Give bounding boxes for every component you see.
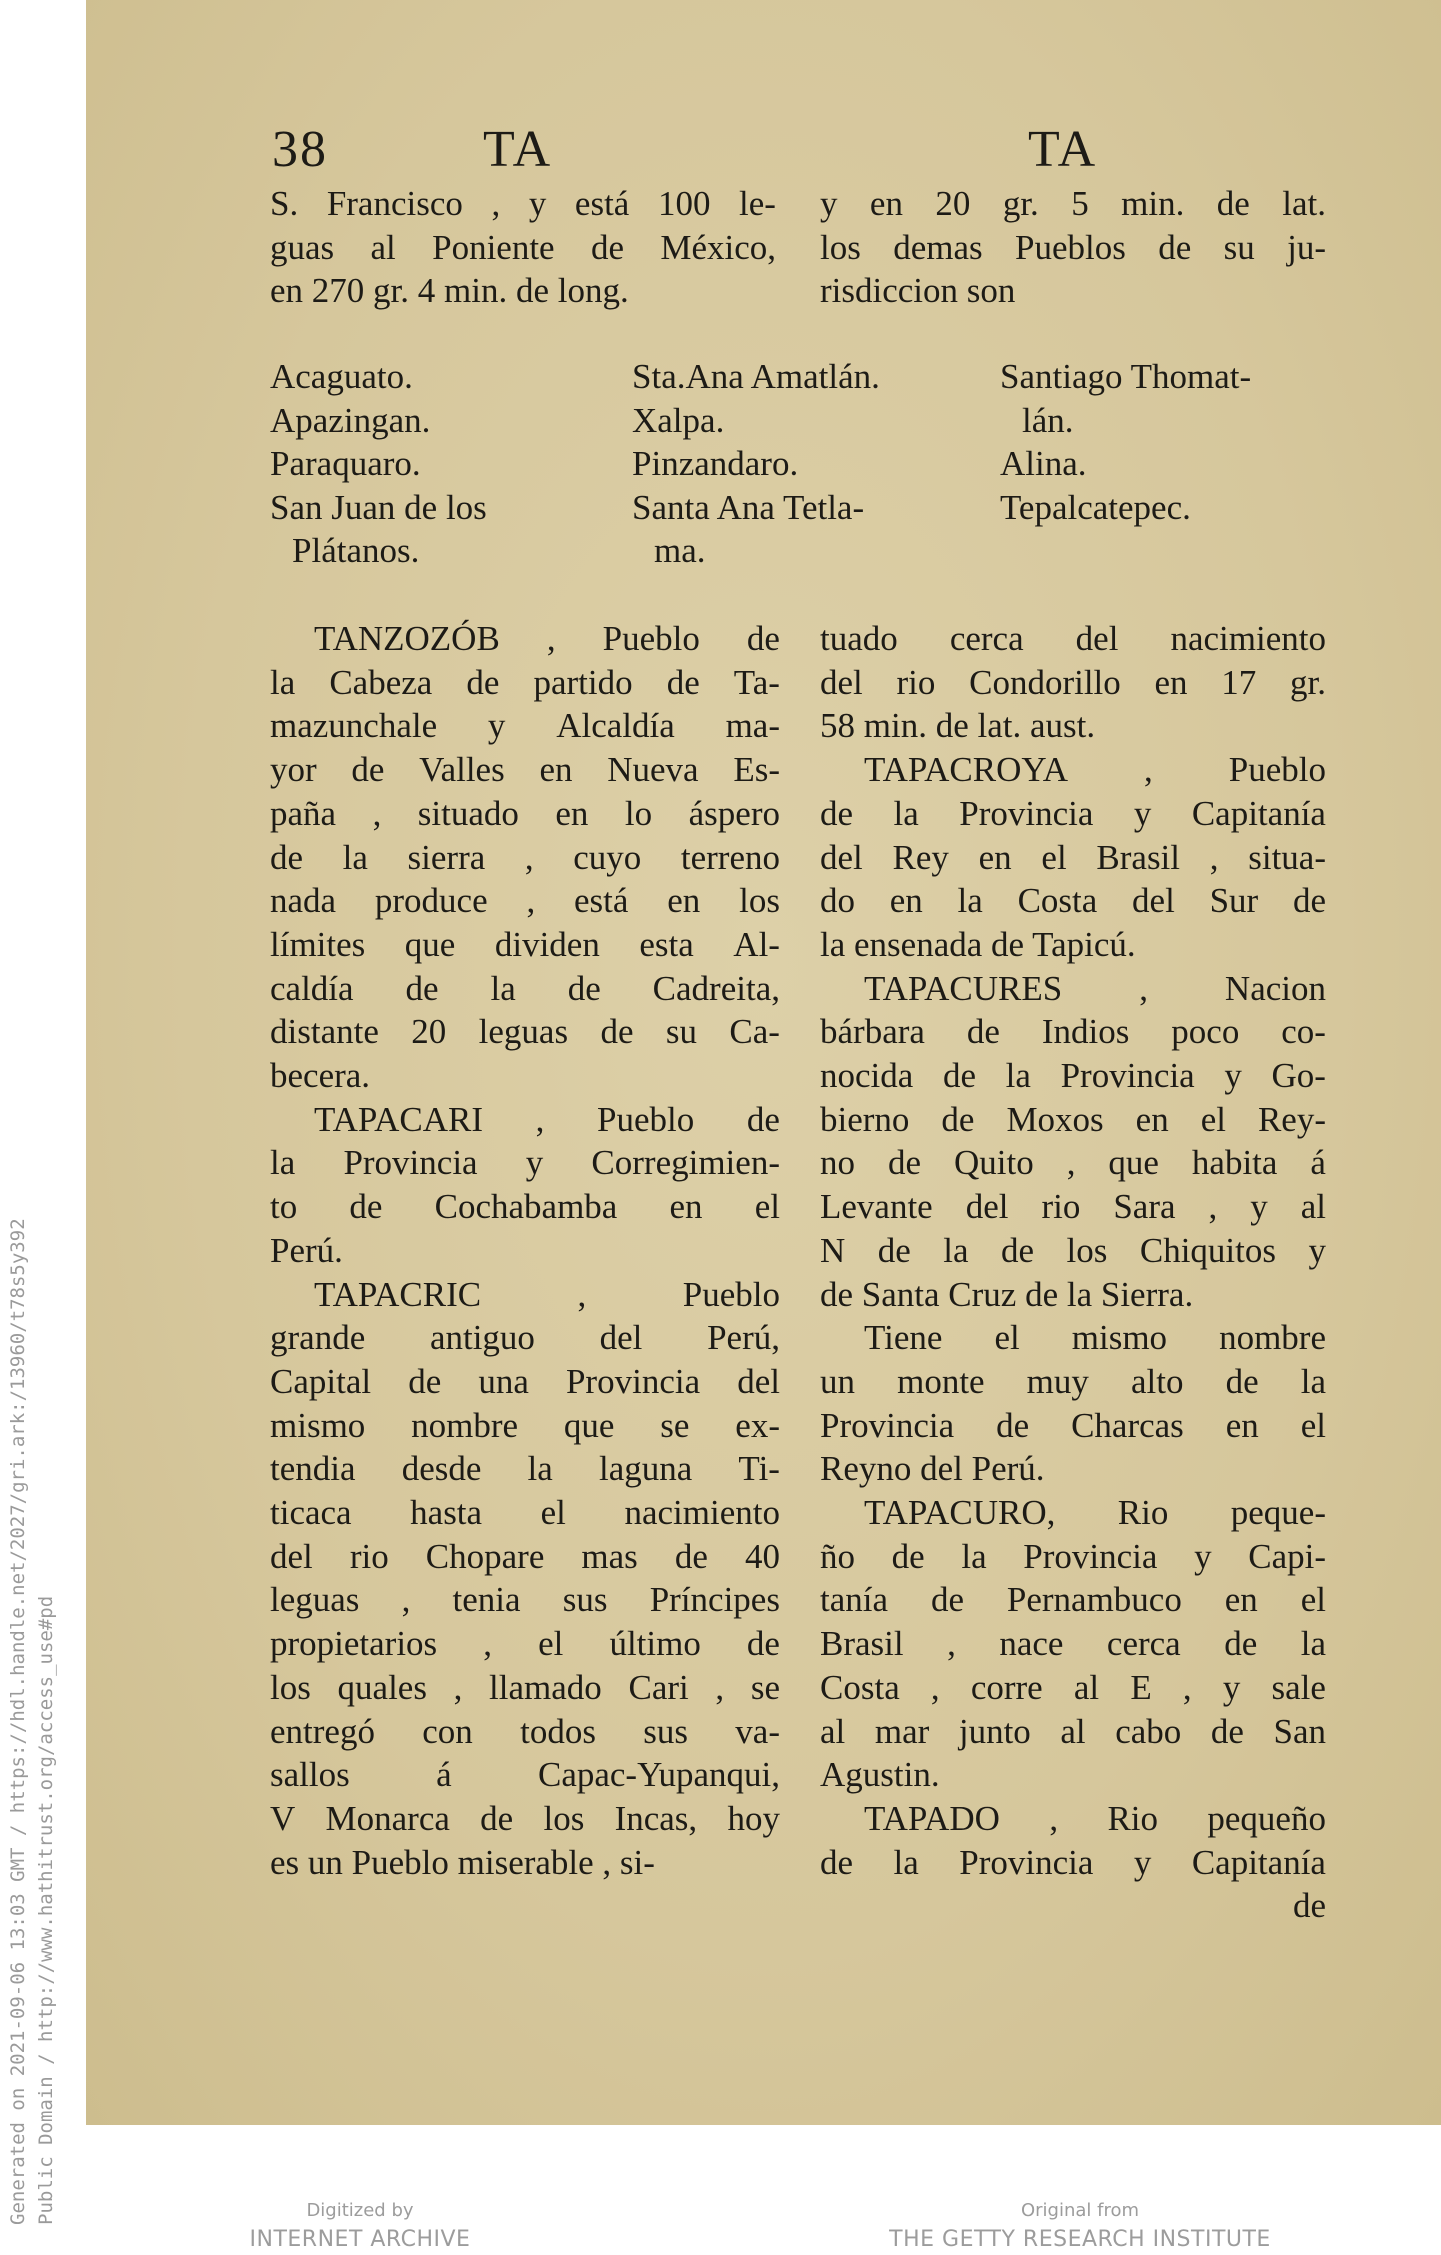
text-line: tanía de Pernambuco en el xyxy=(820,1580,1326,1620)
text-line: risdiccion son xyxy=(820,271,1016,310)
pueblos-list-col3 xyxy=(1000,355,1251,529)
text-line: los demas Pueblos de su ju- xyxy=(820,227,1326,267)
text-line: guas al Poniente de México, xyxy=(270,227,776,267)
text-line: Perú. xyxy=(270,1230,343,1270)
list-item: Acaguato. xyxy=(270,357,413,396)
text-line: tendia desde la laguna Ti- xyxy=(270,1449,780,1489)
list-item: Santa Ana Tetla- xyxy=(632,487,865,527)
running-head-left: TA xyxy=(483,121,553,178)
list-item: Santiago Thomat- xyxy=(1000,357,1252,396)
text-line: Capital de una Provincia del xyxy=(270,1361,780,1401)
text-line: de Santa Cruz de la Sierra. xyxy=(820,1274,1194,1314)
text-line: límites que dividen esta Al- xyxy=(270,924,780,964)
text-line: bierno de Moxos en el Rey- xyxy=(820,1099,1326,1139)
footer-original xyxy=(870,2200,1290,2252)
text-line: de la Provincia y Capitanía xyxy=(820,1842,1326,1882)
text-line: TAPACROYA , Pueblo xyxy=(864,750,1326,790)
right-text-column xyxy=(820,617,1326,1928)
text-line: propietarios , el último de xyxy=(270,1624,780,1664)
footer-digitized-source: INTERNET ARCHIVE xyxy=(249,2227,471,2252)
text-line: ticaca hasta el nacimiento xyxy=(270,1493,780,1533)
list-item: Tepalcatepec. xyxy=(1000,487,1191,527)
text-line: TAPACRIC , Pueblo xyxy=(314,1274,780,1314)
list-item: Pinzandaro. xyxy=(632,444,799,483)
list-item: Xalpa. xyxy=(632,400,725,440)
text-line: Provincia de Charcas en el xyxy=(820,1405,1326,1445)
text-line: del rio Chopare mas de 40 xyxy=(270,1536,780,1576)
text-line: al mar junto al cabo de San xyxy=(820,1711,1326,1751)
footer-original-label: Original from xyxy=(1020,2200,1140,2221)
text-line: paña , situado en lo áspero xyxy=(270,793,780,833)
list-item: Apazingan. xyxy=(270,400,431,440)
list-item: Sta.Ana Amatlán. xyxy=(632,357,880,396)
pueblos-list-col2 xyxy=(632,355,880,573)
text-line: distante 20 leguas de su Ca- xyxy=(270,1012,780,1052)
footer-digitized xyxy=(230,2200,490,2252)
text-line: do en la Costa del Sur de xyxy=(820,881,1326,921)
text-line: TAPACARI , Pueblo de xyxy=(314,1099,780,1139)
text-line: entregó con todos sus va- xyxy=(270,1711,780,1751)
list-item: lán. xyxy=(1022,400,1074,440)
text-line: 58 min. de lat. aust. xyxy=(820,706,1096,746)
text-line: becera. xyxy=(270,1056,371,1096)
footer-digitized-label: Digitized by xyxy=(306,2200,414,2221)
running-head-right: TA xyxy=(1028,121,1098,178)
text-line: Levante del rio Sara , y al xyxy=(820,1187,1326,1227)
footer-original-source: THE GETTY RESEARCH INSTITUTE xyxy=(889,2227,1271,2252)
stamp-line-2: Public Domain / http://www.hathitrust.org/access_use#pd xyxy=(35,1595,57,2225)
text-line: y en 20 gr. 5 min. de lat. xyxy=(820,184,1326,223)
text-line: en 270 gr. 4 min. de long. xyxy=(270,271,629,310)
list-item: ma. xyxy=(654,531,706,570)
text-line: yor de Valles en Nueva Es- xyxy=(270,750,780,790)
text-line: del Rey en el Brasil , situa- xyxy=(820,837,1326,877)
text-line: los quales , llamado Cari , se xyxy=(270,1667,780,1707)
list-item: Alina. xyxy=(1000,444,1087,483)
text-line: TAPACURES , Nacion xyxy=(864,968,1326,1008)
list-item: Paraquaro. xyxy=(270,444,421,483)
list-item: Plátanos. xyxy=(292,531,420,570)
text-line: N de la de los Chiquitos y xyxy=(820,1230,1326,1270)
text-line: S. Francisco , y está 100 le- xyxy=(270,184,776,223)
list-item: San Juan de los xyxy=(270,487,487,527)
text-line: TANZOZÓB , Pueblo de xyxy=(314,619,780,658)
text-line: de la Provincia y Capitanía xyxy=(820,793,1326,833)
text-line: Costa , corre al E , y sale xyxy=(820,1667,1326,1707)
text-line: leguas , tenia sus Príncipes xyxy=(270,1580,780,1620)
pueblos-list-col1 xyxy=(270,355,487,573)
text-line: to de Cochabamba en el xyxy=(270,1187,780,1227)
text-line: de la sierra , cuyo terreno xyxy=(270,837,780,877)
text-line: un monte muy alto de la xyxy=(820,1361,1326,1401)
text-line: la Cabeza de partido de Ta- xyxy=(270,662,780,702)
text-line: bárbara de Indios poco co- xyxy=(820,1012,1326,1052)
text-line: Brasil , nace cerca de la xyxy=(820,1624,1326,1664)
text-line: tuado cerca del nacimiento xyxy=(820,619,1326,658)
text-line: no de Quito , que habita á xyxy=(820,1143,1326,1183)
text-line: caldía de la de Cadreita, xyxy=(270,968,780,1008)
text-line: ño de la Provincia y Capi- xyxy=(820,1536,1326,1576)
text-line: TAPADO , Rio pequeño xyxy=(864,1798,1326,1838)
text-line: es un Pueblo miserable , si- xyxy=(270,1842,655,1882)
text-line: TAPACURO, Rio peque- xyxy=(864,1493,1326,1533)
continuation-left xyxy=(270,182,776,313)
text-line: la Provincia y Corregimien- xyxy=(270,1143,780,1183)
text-line: sallos á Capac-Yupanqui, xyxy=(270,1755,780,1795)
text-line: Tiene el mismo nombre xyxy=(864,1318,1326,1358)
stamp-line-1: Generated on 2021-09-06 13:03 GMT / https://hdl.handle.net/2027/gri.ark:/13960/t78s5y392 xyxy=(7,1218,29,2225)
text-line: V Monarca de los Incas, hoy xyxy=(270,1798,780,1838)
text-line: nocida de la Provincia y Go- xyxy=(820,1056,1326,1096)
page-number: 38 xyxy=(272,121,328,178)
text-line: mazunchale y Alcaldía ma- xyxy=(270,706,780,746)
text-line: nada produce , está en los xyxy=(270,881,780,921)
text-line: del rio Condorillo en 17 gr. xyxy=(820,662,1326,702)
text-line: la ensenada de Tapicú. xyxy=(820,924,1136,964)
text-line: mismo nombre que se ex- xyxy=(270,1405,780,1445)
text-line: Reyno del Perú. xyxy=(820,1449,1045,1489)
text-line: de xyxy=(1292,1886,1326,1926)
text-line: Agustin. xyxy=(820,1755,940,1795)
continuation-right xyxy=(820,182,1326,313)
left-text-column xyxy=(270,617,780,1884)
text-line: grande antiguo del Perú, xyxy=(270,1318,780,1358)
access-stamp xyxy=(4,1218,60,2225)
